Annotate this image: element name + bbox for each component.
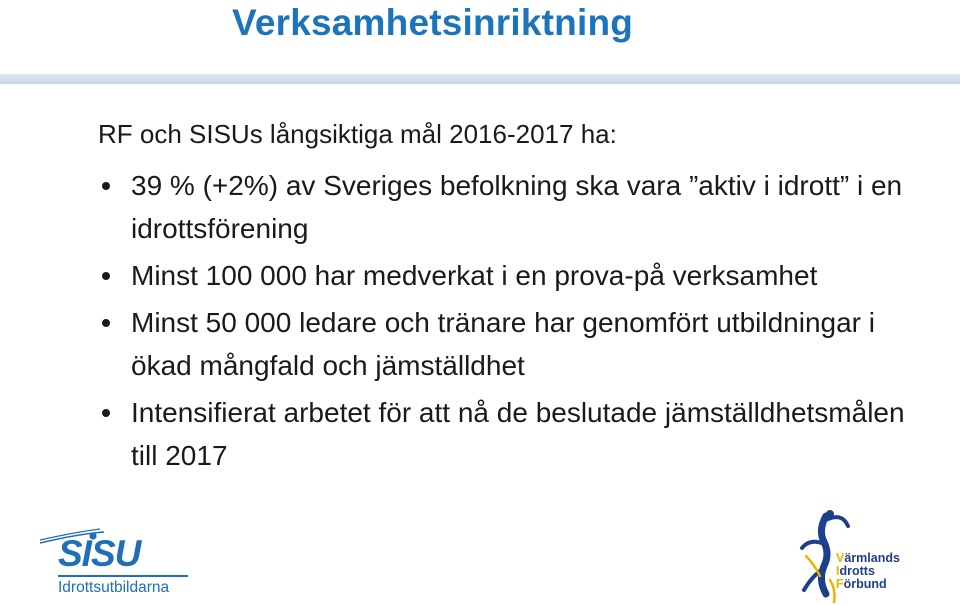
goal-list [98, 164, 938, 477]
slide-title: Verksamhetsinriktning [232, 2, 634, 43]
bullet-icon [102, 182, 110, 190]
title-divider [0, 74, 960, 84]
bullet-icon [102, 409, 110, 417]
list-item-text: Minst 50 000 ledare och tränare har genomfört utbildningar i ökad mångfald och jämställdhet [131, 307, 875, 381]
list-item [98, 254, 938, 297]
list-item-text: Intensifierat arbetet för att nå de beslutade jämställdhetsmålen till 2017 [131, 397, 905, 471]
sisu-subtitle: Idrottsutbildarna [58, 579, 170, 596]
list-item [98, 391, 938, 477]
slide-body [98, 118, 938, 481]
list-item [98, 164, 938, 250]
idrotts-line: Idrotts [836, 564, 875, 578]
sisu-rule [58, 575, 188, 577]
bullet-icon [102, 319, 110, 327]
sisu-wordmark: SISU [58, 533, 141, 574]
bullet-icon [102, 272, 110, 280]
forbund-line: Förbund [836, 577, 887, 591]
list-item-text: Minst 100 000 har medverkat i en prova-på verksamhet [131, 260, 818, 291]
sisu-logo [38, 528, 198, 600]
varmlands-idrottsforbund-logo [790, 510, 960, 605]
varmlands-line: Värmlands [836, 551, 900, 565]
intro-text: RF och SISUs långsiktiga mål 2016-2017 ha: [98, 119, 617, 149]
list-item-text: 39 % (+2%) av Sveriges befolkning ska vara ”aktiv i idrott” i en idrottsförening [131, 170, 903, 244]
list-item [98, 301, 938, 387]
